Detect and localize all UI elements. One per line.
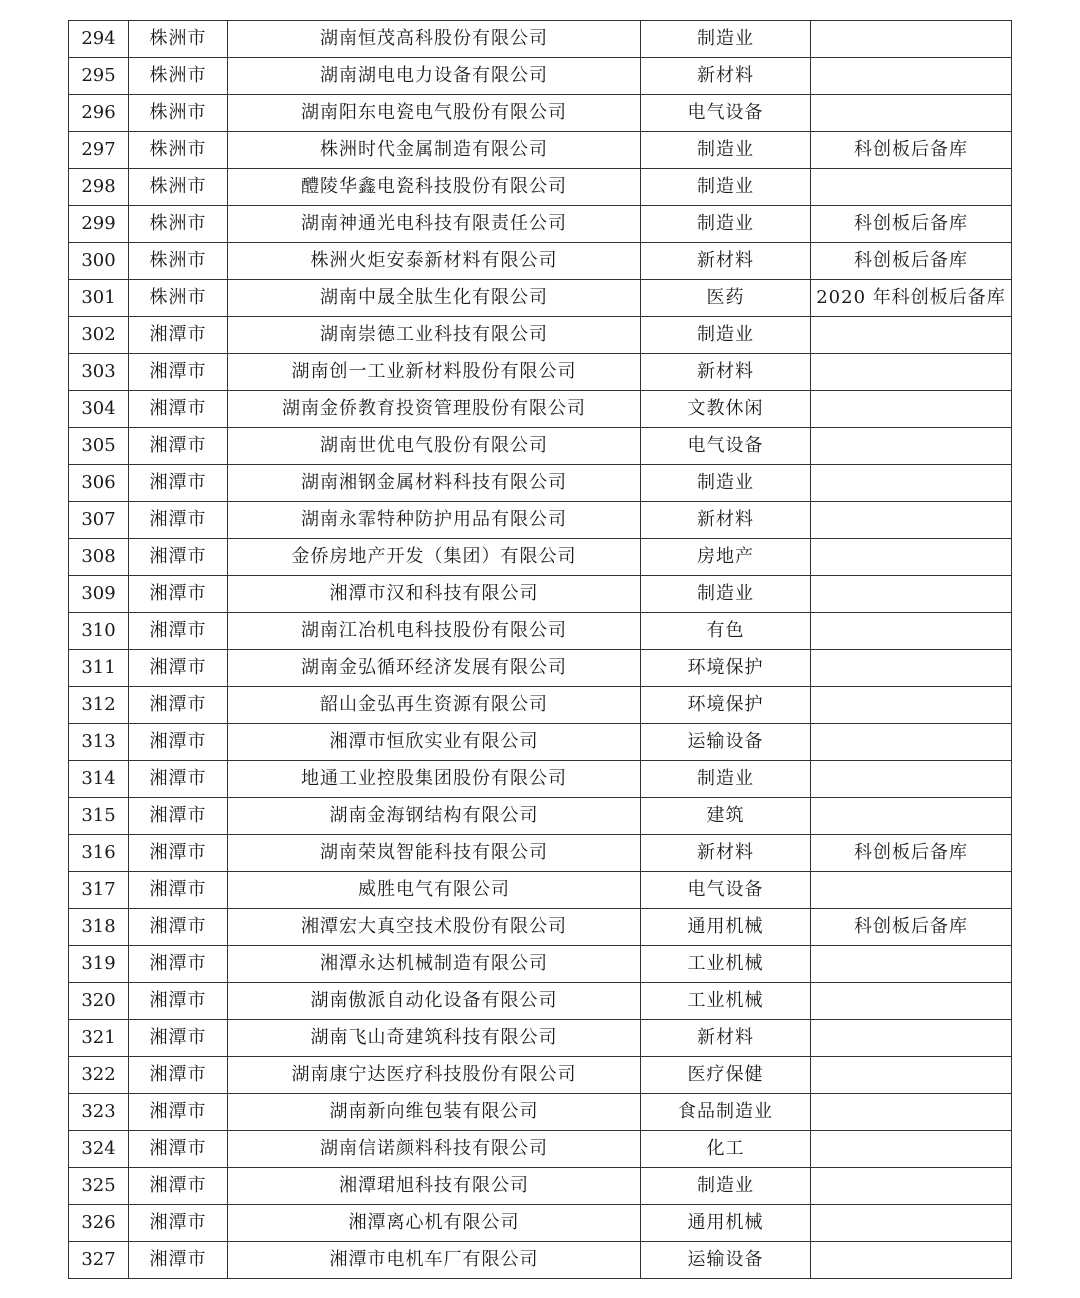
note-cell: [811, 650, 1012, 687]
industry-cell: 食品制造业: [641, 1094, 811, 1131]
company-name-cell: 湘潭离心机有限公司: [228, 1205, 641, 1242]
city-cell: 株洲市: [129, 95, 228, 132]
note-cell: [811, 761, 1012, 798]
industry-cell: 制造业: [641, 206, 811, 243]
table-row: [69, 428, 1012, 465]
row-number: 316: [69, 835, 129, 872]
company-name-cell: 湖南金侨教育投资管理股份有限公司: [228, 391, 641, 428]
row-number: 314: [69, 761, 129, 798]
city-cell: 湘潭市: [129, 428, 228, 465]
note-cell: [811, 1057, 1012, 1094]
note-cell: [811, 687, 1012, 724]
note-cell: [811, 1205, 1012, 1242]
note-cell: [811, 21, 1012, 58]
note-cell: [811, 465, 1012, 502]
city-cell: 湘潭市: [129, 354, 228, 391]
company-name-cell: 金侨房地产开发（集团）有限公司: [228, 539, 641, 576]
company-name-cell: 湖南湖电电力设备有限公司: [228, 58, 641, 95]
row-number: 318: [69, 909, 129, 946]
city-cell: 湘潭市: [129, 1020, 228, 1057]
table-row: [69, 539, 1012, 576]
company-name-cell: 湖南世优电气股份有限公司: [228, 428, 641, 465]
city-cell: 湘潭市: [129, 465, 228, 502]
table-row: [69, 169, 1012, 206]
row-number: 306: [69, 465, 129, 502]
row-number: 302: [69, 317, 129, 354]
row-number: 307: [69, 502, 129, 539]
industry-cell: 通用机械: [641, 909, 811, 946]
company-name-cell: 威胜电气有限公司: [228, 872, 641, 909]
city-cell: 湘潭市: [129, 502, 228, 539]
table-row: [69, 724, 1012, 761]
table-row: [69, 613, 1012, 650]
table-row: [69, 1057, 1012, 1094]
note-cell: [811, 1131, 1012, 1168]
note-cell: [811, 95, 1012, 132]
city-cell: 湘潭市: [129, 872, 228, 909]
city-cell: 湘潭市: [129, 1205, 228, 1242]
table-row: [69, 465, 1012, 502]
table-row: [69, 872, 1012, 909]
industry-cell: 建筑: [641, 798, 811, 835]
table-row: [69, 983, 1012, 1020]
row-number: 305: [69, 428, 129, 465]
company-name-cell: 湖南湘钢金属材料科技有限公司: [228, 465, 641, 502]
company-name-cell: 湖南信诺颜料科技有限公司: [228, 1131, 641, 1168]
company-name-cell: 醴陵华鑫电瓷科技股份有限公司: [228, 169, 641, 206]
note-cell: [811, 391, 1012, 428]
note-cell: [811, 872, 1012, 909]
industry-cell: 医药: [641, 280, 811, 317]
company-name-cell: 湘潭永达机械制造有限公司: [228, 946, 641, 983]
city-cell: 湘潭市: [129, 1057, 228, 1094]
note-cell: [811, 724, 1012, 761]
row-number: 325: [69, 1168, 129, 1205]
note-cell: [811, 1242, 1012, 1279]
note-cell: 科创板后备库: [811, 909, 1012, 946]
row-number: 295: [69, 58, 129, 95]
table-row: [69, 761, 1012, 798]
table-row: [69, 317, 1012, 354]
table-row: [69, 132, 1012, 169]
table-row: [69, 1094, 1012, 1131]
industry-cell: 制造业: [641, 132, 811, 169]
table-row: [69, 576, 1012, 613]
company-name-cell: 韶山金弘再生资源有限公司: [228, 687, 641, 724]
company-name-cell: 湖南康宁达医疗科技股份有限公司: [228, 1057, 641, 1094]
note-cell: [811, 502, 1012, 539]
company-name-cell: 湖南阳东电瓷电气股份有限公司: [228, 95, 641, 132]
row-number: 312: [69, 687, 129, 724]
row-number: 304: [69, 391, 129, 428]
industry-cell: 文教休闲: [641, 391, 811, 428]
note-cell: 2020 年科创板后备库: [811, 280, 1012, 317]
industry-cell: 制造业: [641, 317, 811, 354]
city-cell: 株洲市: [129, 58, 228, 95]
company-list-sheet: [68, 20, 1011, 1279]
note-cell: [811, 798, 1012, 835]
city-cell: 湘潭市: [129, 1242, 228, 1279]
row-number: 294: [69, 21, 129, 58]
industry-cell: 制造业: [641, 576, 811, 613]
table-row: [69, 58, 1012, 95]
company-name-cell: 湖南新向维包装有限公司: [228, 1094, 641, 1131]
note-cell: [811, 169, 1012, 206]
row-number: 326: [69, 1205, 129, 1242]
table-row: [69, 946, 1012, 983]
city-cell: 湘潭市: [129, 391, 228, 428]
industry-cell: 工业机械: [641, 946, 811, 983]
table-row: [69, 687, 1012, 724]
industry-cell: 新材料: [641, 354, 811, 391]
industry-cell: 化工: [641, 1131, 811, 1168]
city-cell: 湘潭市: [129, 317, 228, 354]
city-cell: 湘潭市: [129, 761, 228, 798]
row-number: 298: [69, 169, 129, 206]
industry-cell: 环境保护: [641, 650, 811, 687]
note-cell: [811, 354, 1012, 391]
note-cell: 科创板后备库: [811, 835, 1012, 872]
note-cell: [811, 539, 1012, 576]
row-number: 313: [69, 724, 129, 761]
row-number: 322: [69, 1057, 129, 1094]
city-cell: 株洲市: [129, 169, 228, 206]
city-cell: 株洲市: [129, 280, 228, 317]
industry-cell: 新材料: [641, 243, 811, 280]
row-number: 317: [69, 872, 129, 909]
table-row: [69, 1205, 1012, 1242]
company-name-cell: 湖南傲派自动化设备有限公司: [228, 983, 641, 1020]
note-cell: 科创板后备库: [811, 243, 1012, 280]
table-row: [69, 21, 1012, 58]
city-cell: 株洲市: [129, 132, 228, 169]
industry-cell: 电气设备: [641, 95, 811, 132]
city-cell: 湘潭市: [129, 798, 228, 835]
city-cell: 湘潭市: [129, 1168, 228, 1205]
row-number: 300: [69, 243, 129, 280]
industry-cell: 新材料: [641, 835, 811, 872]
city-cell: 株洲市: [129, 206, 228, 243]
industry-cell: 新材料: [641, 58, 811, 95]
industry-cell: 医疗保健: [641, 1057, 811, 1094]
company-name-cell: 湘潭市恒欣实业有限公司: [228, 724, 641, 761]
row-number: 323: [69, 1094, 129, 1131]
note-cell: [811, 317, 1012, 354]
company-name-cell: 株洲时代金属制造有限公司: [228, 132, 641, 169]
city-cell: 湘潭市: [129, 539, 228, 576]
industry-cell: 电气设备: [641, 872, 811, 909]
table-row: [69, 354, 1012, 391]
row-number: 301: [69, 280, 129, 317]
note-cell: [811, 58, 1012, 95]
note-cell: [811, 1020, 1012, 1057]
company-name-cell: 湖南永霏特种防护用品有限公司: [228, 502, 641, 539]
company-name-cell: 地通工业控股集团股份有限公司: [228, 761, 641, 798]
company-name-cell: 湘潭市汉和科技有限公司: [228, 576, 641, 613]
city-cell: 湘潭市: [129, 650, 228, 687]
industry-cell: 环境保护: [641, 687, 811, 724]
company-name-cell: 湖南金海钢结构有限公司: [228, 798, 641, 835]
city-cell: 湘潭市: [129, 835, 228, 872]
company-name-cell: 湖南创一工业新材料股份有限公司: [228, 354, 641, 391]
industry-cell: 房地产: [641, 539, 811, 576]
industry-cell: 制造业: [641, 465, 811, 502]
note-cell: [811, 946, 1012, 983]
city-cell: 湘潭市: [129, 909, 228, 946]
row-number: 315: [69, 798, 129, 835]
industry-cell: 制造业: [641, 21, 811, 58]
row-number: 308: [69, 539, 129, 576]
company-name-cell: 湖南江冶机电科技股份有限公司: [228, 613, 641, 650]
table-row: [69, 835, 1012, 872]
table-row: [69, 502, 1012, 539]
note-cell: 科创板后备库: [811, 206, 1012, 243]
note-cell: [811, 983, 1012, 1020]
row-number: 309: [69, 576, 129, 613]
company-name-cell: 湖南荣岚智能科技有限公司: [228, 835, 641, 872]
row-number: 296: [69, 95, 129, 132]
company-name-cell: 湖南飞山奇建筑科技有限公司: [228, 1020, 641, 1057]
note-cell: 科创板后备库: [811, 132, 1012, 169]
row-number: 321: [69, 1020, 129, 1057]
city-cell: 湘潭市: [129, 946, 228, 983]
table-row: [69, 798, 1012, 835]
note-cell: [811, 428, 1012, 465]
table-row: [69, 1242, 1012, 1279]
company-name-cell: 湖南恒茂高科股份有限公司: [228, 21, 641, 58]
city-cell: 湘潭市: [129, 1094, 228, 1131]
industry-cell: 通用机械: [641, 1205, 811, 1242]
row-number: 297: [69, 132, 129, 169]
industry-cell: 有色: [641, 613, 811, 650]
note-cell: [811, 613, 1012, 650]
company-table: [68, 20, 1012, 1279]
row-number: 303: [69, 354, 129, 391]
city-cell: 湘潭市: [129, 613, 228, 650]
industry-cell: 工业机械: [641, 983, 811, 1020]
note-cell: [811, 1094, 1012, 1131]
row-number: 310: [69, 613, 129, 650]
table-row: [69, 243, 1012, 280]
table-row: [69, 206, 1012, 243]
table-body: [69, 21, 1012, 1279]
note-cell: [811, 1168, 1012, 1205]
industry-cell: 电气设备: [641, 428, 811, 465]
row-number: 327: [69, 1242, 129, 1279]
company-name-cell: 湘潭珺旭科技有限公司: [228, 1168, 641, 1205]
company-name-cell: 湖南神通光电科技有限责任公司: [228, 206, 641, 243]
company-name-cell: 湘潭市电机车厂有限公司: [228, 1242, 641, 1279]
table-row: [69, 1168, 1012, 1205]
company-name-cell: 湖南金弘循环经济发展有限公司: [228, 650, 641, 687]
industry-cell: 制造业: [641, 1168, 811, 1205]
row-number: 320: [69, 983, 129, 1020]
city-cell: 湘潭市: [129, 576, 228, 613]
company-name-cell: 湘潭宏大真空技术股份有限公司: [228, 909, 641, 946]
table-row: [69, 391, 1012, 428]
industry-cell: 运输设备: [641, 1242, 811, 1279]
company-name-cell: 株洲火炬安泰新材料有限公司: [228, 243, 641, 280]
company-name-cell: 湖南崇德工业科技有限公司: [228, 317, 641, 354]
city-cell: 湘潭市: [129, 983, 228, 1020]
table-row: [69, 1020, 1012, 1057]
industry-cell: 新材料: [641, 1020, 811, 1057]
city-cell: 湘潭市: [129, 724, 228, 761]
table-row: [69, 909, 1012, 946]
row-number: 311: [69, 650, 129, 687]
company-name-cell: 湖南中晟全肽生化有限公司: [228, 280, 641, 317]
note-cell: [811, 576, 1012, 613]
table-row: [69, 650, 1012, 687]
city-cell: 株洲市: [129, 21, 228, 58]
city-cell: 湘潭市: [129, 687, 228, 724]
table-row: [69, 280, 1012, 317]
industry-cell: 运输设备: [641, 724, 811, 761]
table-row: [69, 1131, 1012, 1168]
city-cell: 株洲市: [129, 243, 228, 280]
row-number: 324: [69, 1131, 129, 1168]
table-row: [69, 95, 1012, 132]
row-number: 299: [69, 206, 129, 243]
industry-cell: 新材料: [641, 502, 811, 539]
industry-cell: 制造业: [641, 761, 811, 798]
row-number: 319: [69, 946, 129, 983]
city-cell: 湘潭市: [129, 1131, 228, 1168]
industry-cell: 制造业: [641, 169, 811, 206]
